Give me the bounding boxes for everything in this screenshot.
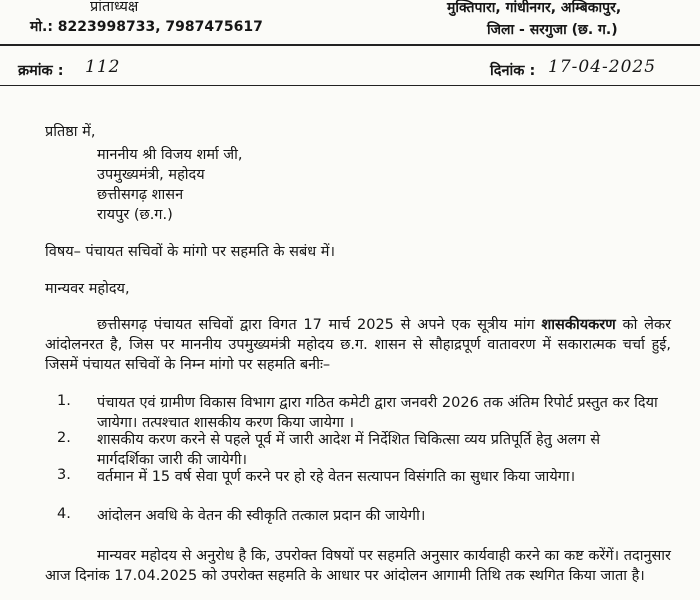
point-number: 1. <box>57 393 71 409</box>
sender-address-line2: जिला - सरगुजा (छ. ग.) <box>487 22 618 38</box>
point-number: 3. <box>57 467 71 483</box>
letter-greeting: मान्यवर महोदय, <box>45 281 130 297</box>
sender-address-line1: मुक्तिपारा, गांधीनगर, अम्बिकापुर, <box>447 0 622 16</box>
letterhead-divider <box>0 44 700 46</box>
recipient-line: उपमुख्यमंत्री, महोदय <box>97 167 205 183</box>
recipient-line: रायपुर (छ.ग.) <box>97 207 173 223</box>
sender-designation: प्रांताध्यक्ष <box>90 0 139 15</box>
recipient-line: माननीय श्री विजय शर्मा जी, <box>97 147 243 163</box>
closing-paragraph: मान्यवर महोदय से अनुरोध है कि, उपरोक्त विषयों पर सहमति अनुसार कार्यवाही करने का कष्ट करेंगें। तदानुसार आज दिनांक 17.04.2025 को उपरोक्त सहमति के आधार पर आंदोलन आगामी तिथि तक स्थगित किया जाता है। <box>45 548 671 584</box>
point-number: 4. <box>57 506 71 522</box>
dinank-value: 17-04-2025 <box>548 57 657 77</box>
body-paragraph <box>45 315 671 375</box>
body-text: को लेकर आंदोलनरत है, जिस पर माननीय उपमुख्यमंत्री महोदय छ.ग. शासन से सौहाद्रपूर्ण वातावरण में सकारात्मक चर्चा हुई, जिसमें पंचायत सचिवों के निम्न मांगो पर सहमति बनीः– <box>45 317 672 373</box>
point-text: वर्तमान में 15 वर्ष सेवा पूर्ण करने पर हो रहे वेतन सत्यापन विसंगति का सुधार किया जायेगा। <box>97 469 576 485</box>
body-emphasis: शासकीयकरण <box>541 317 616 333</box>
recipient-salutation: प्रतिष्ठा में, <box>45 124 96 140</box>
body-text: छत्तीसगढ़ पंचायत सचिवों द्वारा विगत 17 मार्च 2025 से अपने एक सूत्रीय मांग <box>97 317 535 333</box>
kramank-value: 112 <box>85 57 121 77</box>
letter-subject: विषय– पंचायत सचिवों के मांगो पर सहमति के सबंध में। <box>45 244 335 260</box>
point-text: पंचायत एवं ग्रामीण विकास विभाग द्वारा गठित कमेटी द्वारा जनवरी 2026 तक अंतिम रिपोर्ट प्रस्तुत कर दिया जायेगा। तत्पश्चात शासकीय करण किया जायेगा । <box>97 395 658 431</box>
point-number: 2. <box>57 430 71 446</box>
kramank-label: क्रमांक : <box>18 63 64 79</box>
reference-divider <box>0 85 700 86</box>
point-text: आंदोलन अवधि के वेतन की स्वीकृति तत्काल प्रदान की जायेगी। <box>97 508 426 524</box>
sender-mobile: मो.: 8223998733, 7987475617 <box>30 19 263 35</box>
recipient-line: छत्तीसगढ़ शासन <box>97 187 184 203</box>
dinank-label: दिनांक : <box>490 63 536 79</box>
point-text: शासकीय करण करने से पहले पूर्व में जारी आदेश में निर्देशित चिकित्सा व्यय प्रतिपूर्ति हेतु अलग से मार्गदर्शिका जारी की जायेगी। <box>97 432 601 468</box>
